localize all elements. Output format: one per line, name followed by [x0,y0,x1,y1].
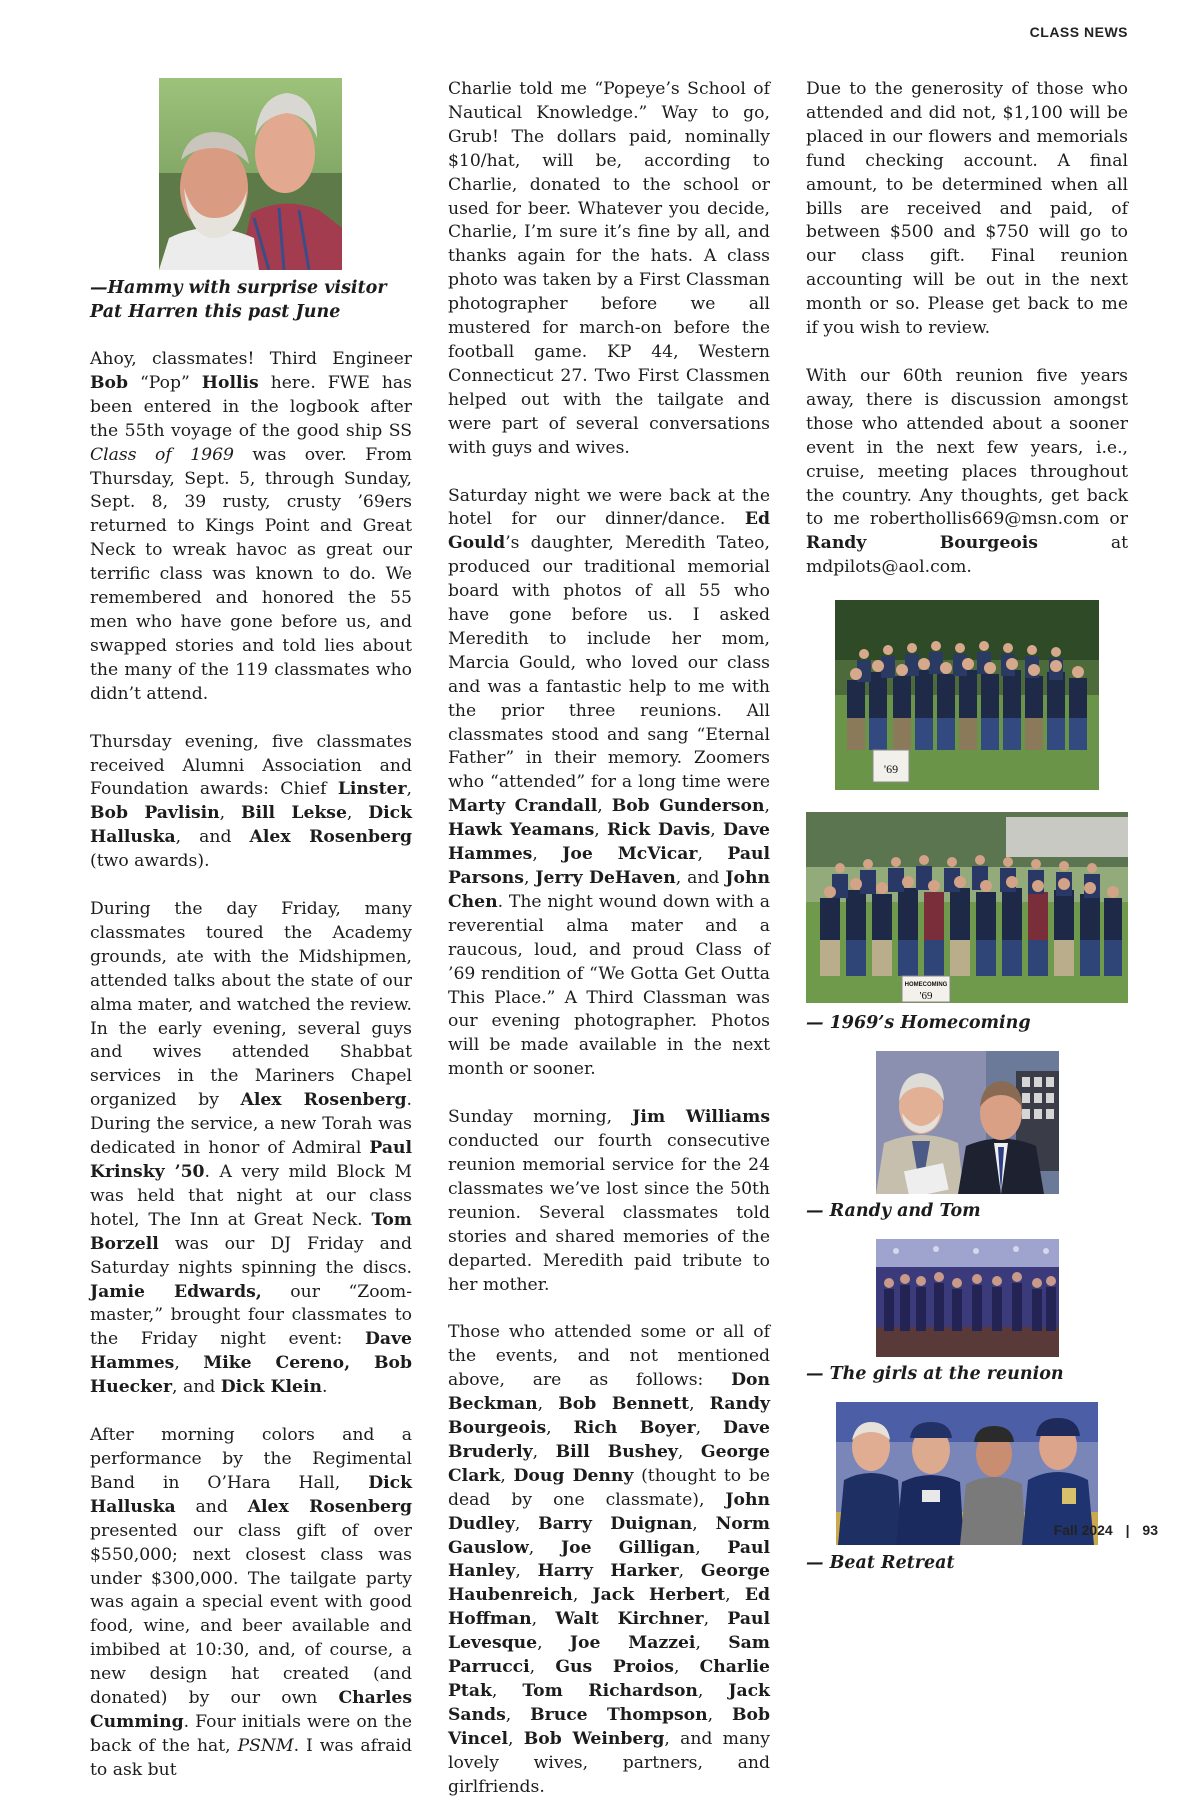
column-1 [90,78,412,1783]
page-footer [1054,1522,1158,1538]
paragraph: Saturday night we were back at the hotel for our dinner/dance. Ed Gould’s daughter, Meredith Tateo, produced our traditional memorial board with photos of all 55 who have gone before us. I asked Meredith to include her mom, Marcia Gould, who loved our class and was a fantastic help to me with the prior three reunions. All classmates stood and sang “Eternal Father” in their memory. Zoomers who “attended” for a long time were Marty Crandall, Bob Gunderson, Hawk Yeamans, Rick Davis, Dave Hammes, Joe McVicar, Paul Parsons, Jerry DeHaven, and John Chen. The night wound down with a reverential alma mater and a raucous, loud, and proud Class of ’69 rendition of “We Gotta Get Outta This Place.” A Third Classman was our evening photographer. Photos will be made available in the next month or sooner. [448,485,770,1080]
photo-homecoming-2 [806,812,1128,1003]
paragraph: After morning colors and a performance by the Regimental Band in O’Hara Hall, Dick Halluska and Alex Rosenberg presented our class gift of over $550,000; next closest class was under $300,000. The tailgate party was again a special event with good food, wine, and beer available and imbibed at 10:30, and, of course, a new design hat created (and donated) by our own Charles Cumming. Four initials were on the back of the hat, PSNM. I was afraid to ask but [90,1425,412,1780]
column-1-text [90,348,412,1783]
paragraph: Those who attended some or all of the events, and not mentioned above, are as follows: Don Beckman, Bob Bennett, Randy Bourgeois, Rich Boyer, Dave Bruderly, Bill Bushey, George Clark, Doug Denny (thought to be dead by one classmate), John Dudley, Barry Duignan, Norm Gauslow, Joe Gilligan, Paul Hanley, Harry Harker, George Haubenreich, Jack Herbert, Ed Hoffman, Walt Kirchner, Paul Levesque, Joe Mazzei, Sam Parrucci, Gus Proios, Charlie Ptak, Tom Richardson, Jack Sands, Bruce Thompson, Bob Vincel, Bob Weinberg, and many lovely wives, partners, and girlfriends. [448,1322,770,1797]
paragraph: Sunday morning, Jim Williams conducted our fourth consecutive reunion memorial service for the 24 classmates we’ve lost since the 50th reunion. Several classmates told stories and shared memories of the departed. Meredith paid tribute to her mother. [448,1107,771,1295]
column-2 [448,78,770,1800]
caption-beat-retreat: — Beat Retreat [806,1553,955,1574]
photo-girls-reunion [876,1239,1059,1357]
section-label: CLASS NEWS [1029,24,1128,40]
issue-label: Fall 2024 [1053,1522,1113,1538]
sign-homecoming: HOMECOMING [904,982,948,989]
paragraph: Charlie told me “Popeye’s School of Nautical Knowledge.” Way to go, Grub! The dollars paid, nominally $10/hat, will be, according to Charlie, donated to the school or used for beer. Whatever you decide, Charlie, I’m sure it’s fine by all, and thanks again for the hats. A class photo was taken by a First Classman photographer before we all mustered for march-on before the football game. KP 44, Western Connecticut 27. Two First Classmen helped out with the tailgate and were part of several conversations with guys and wives. [448,79,770,458]
paragraph: During the day Friday, many classmates toured the Academy grounds, ate with the Midshipmen, attended talks about the state of our alma mater, and watched the review. In the early evening, several guys and wives attended Shabbat services in the Mariners Chapel organized by Alex Rosenberg. During the service, a new Torah was dedicated in honor of Admiral Paul Krinsky ’50. A very mild Block M was held that night at our class hotel, The Inn at Great Neck. Tom Borzell was our DJ Friday and Saturday nights spinning the discs. Jamie Edwards, our “Zoom-master,” brought four classmates to the Friday night event: Dave Hammes, Mike Cereno, Bob Huecker, and Dick Klein. [90,899,413,1398]
caption-girls: — The girls at the reunion [806,1364,1064,1385]
caption-hammy: —Hammy with surprise visitor Pat Harren this past June [90,278,387,322]
sign-69: '69 [919,990,933,1003]
sign-69: '69 [883,762,899,777]
paragraph: Due to the generosity of those who attended and did not, $1,100 will be placed in our flowers and memorials fund checking account. A final amount, to be determined when all bills are received and paid, of between $500 and $750 will go to our class gift. Final reunion accounting will be out in the next month or so. Please get back to me if you wish to review. [806,79,1128,339]
paragraph: Ahoy, classmates! Third Engineer Bob “Pop” Hollis here. FWE has been entered in the logbook after the 55th voyage of the good ship SS Class of 1969 was over. From Thursday, Sept. 5, through Sunday, Sept. 8, 39 rusty, crusty ’69ers returned to Kings Point and Great Neck to wreak havoc as great our terrific class was known to do. We remembered and honored the 55 men who have gone before us, and swapped stories and told lies about the many of the 119 classmates who didn’t attend. [90,349,412,704]
caption-randy-tom: — Randy and Tom [806,1201,981,1222]
photo-hammy-pat [159,78,342,270]
page-number: 93 [1142,1522,1158,1538]
caption-homecoming: — 1969’s Homecoming [806,1013,1031,1034]
paragraph: Thursday evening, five classmates received Alumni Association and Foundation awards: Chief Linster, Bob Pavlisin, Bill Lekse, Dick Halluska, and Alex Rosenberg (two awards). [90,731,412,872]
footer-separator: | [1125,1522,1130,1538]
photo-randy-tom [876,1051,1059,1194]
photo-homecoming-1 [835,600,1099,790]
column-3 [806,78,1128,1575]
paragraph: With our 60th reunion five years away, there is discussion amongst those who attended about a sooner event in the next few years, i.e., cruise, meeting places throughout the country. Any thoughts, get back to me roberthollis669@msn.com or Randy Bourgeois at mdpilots@aol.com. [806,365,1128,578]
